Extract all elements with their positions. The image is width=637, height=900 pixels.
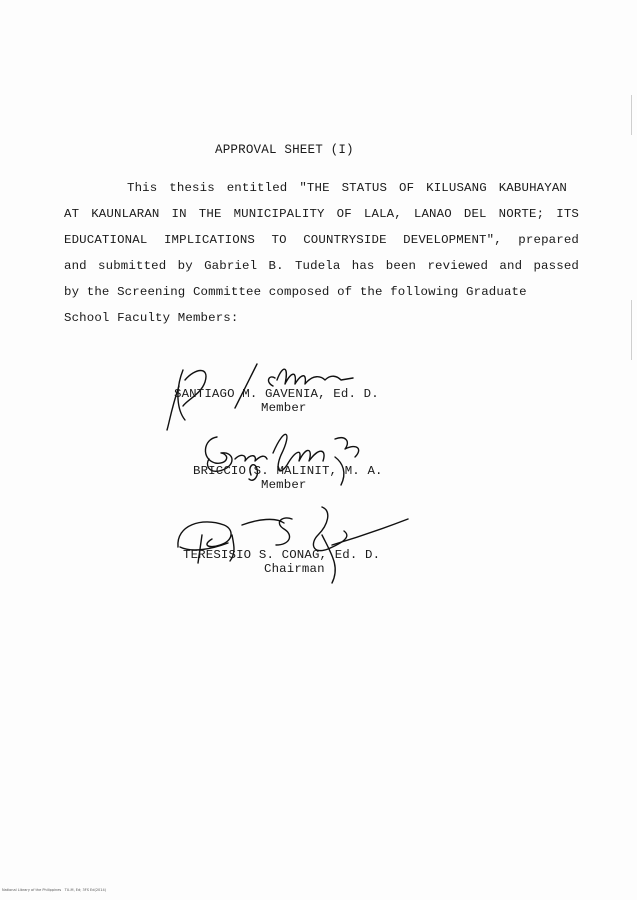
library-footer-text: National Library of the Philippines TU-M, Ed; 3FS Ed(2014) (2, 888, 107, 892)
paragraph-line: AT KAUNLARAN IN THE MUNICIPALITY OF LALA, LANAO DEL NORTE; ITS (64, 207, 579, 221)
committee-role: Member (261, 401, 307, 415)
paragraph-line: School Faculty Members: (64, 311, 239, 325)
committee-name: TERESISIO S. CONAG, Ed. D. (183, 548, 381, 562)
paragraph-line: and submitted by Gabriel B. Tudela has been reviewed and passed (64, 259, 579, 273)
scan-edge-mark (631, 300, 632, 360)
committee-name: SANTIAGO M. GAVENIA, Ed. D. (174, 387, 379, 401)
paragraph-line: This thesis entitled "THE STATUS OF KILUSANG KABUHAYAN (127, 181, 567, 195)
committee-name: BRICCIO S. MALINIT, M. A. (193, 464, 383, 478)
committee-role: Member (261, 478, 307, 492)
committee-role: Chairman (264, 562, 325, 576)
paragraph-line: by the Screening Committee composed of the following Graduate (64, 285, 527, 299)
paragraph-line: EDUCATIONAL IMPLICATIONS TO COUNTRYSIDE DEVELOPMENT", prepared (64, 233, 579, 247)
page-title: APPROVAL SHEET (I) (215, 143, 354, 157)
scan-edge-mark (631, 95, 632, 135)
